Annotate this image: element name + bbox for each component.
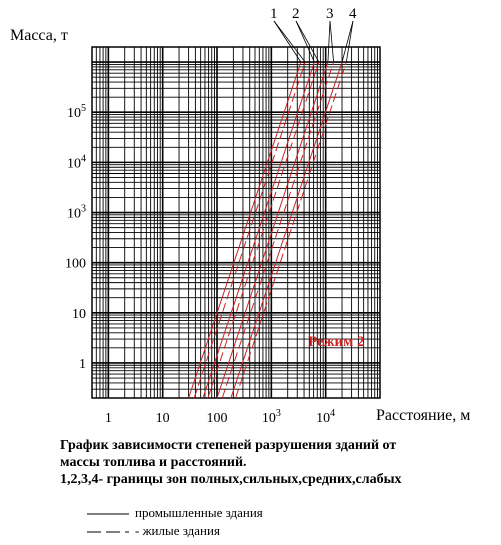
y-tick-label: $10^5$ (67, 103, 86, 122)
y-tick-label: $10^4$ (67, 153, 86, 172)
legend-dashed-label: - жилые здания (135, 523, 220, 538)
x-tick-label: 10 (155, 411, 170, 426)
x-tick-label: 1 (104, 411, 112, 426)
x-tick-label: 100 (206, 411, 228, 426)
curve-leader-2 (296, 21, 319, 62)
curve-number-2: 2 (292, 6, 300, 22)
regime-annotation: Режим 2 (308, 334, 365, 350)
curve-number-4: 4 (349, 6, 357, 22)
y-tick-label: $10^3$ (67, 203, 86, 222)
curve-leader-3 (328, 21, 330, 62)
caption-line-2: массы топлива и расстояний. (60, 455, 247, 470)
x-tick-label: $10^3$ (261, 408, 281, 426)
caption-line-3: 1,2,3,4- границы зон полных,сильных,средних,слабых (60, 472, 402, 487)
dashed-line-swatch (85, 528, 131, 536)
solid-line-swatch (85, 510, 131, 518)
curve-number-1: 1 (270, 6, 278, 22)
y-axis-label: Масса, т (10, 27, 68, 44)
curve-leader-3 (330, 21, 334, 62)
chart-caption (60, 437, 500, 488)
x-axis-label: Расстояние, м (376, 407, 471, 424)
y-tick-label: 1 (79, 356, 86, 372)
y-tick-label: 10 (72, 306, 86, 322)
curve-leader-2 (296, 21, 314, 62)
caption-line-1: График зависимости степеней разрушения зданий от (60, 438, 397, 453)
legend-solid (85, 505, 263, 521)
x-tick-label: $10^4$ (316, 408, 336, 426)
y-tick-label: 100 (65, 256, 86, 272)
legend-dashed (85, 523, 220, 539)
curve-leader-1 (274, 21, 305, 62)
legend-solid-label: промышленные здания (135, 505, 263, 520)
curve-number-3: 3 (326, 6, 334, 22)
